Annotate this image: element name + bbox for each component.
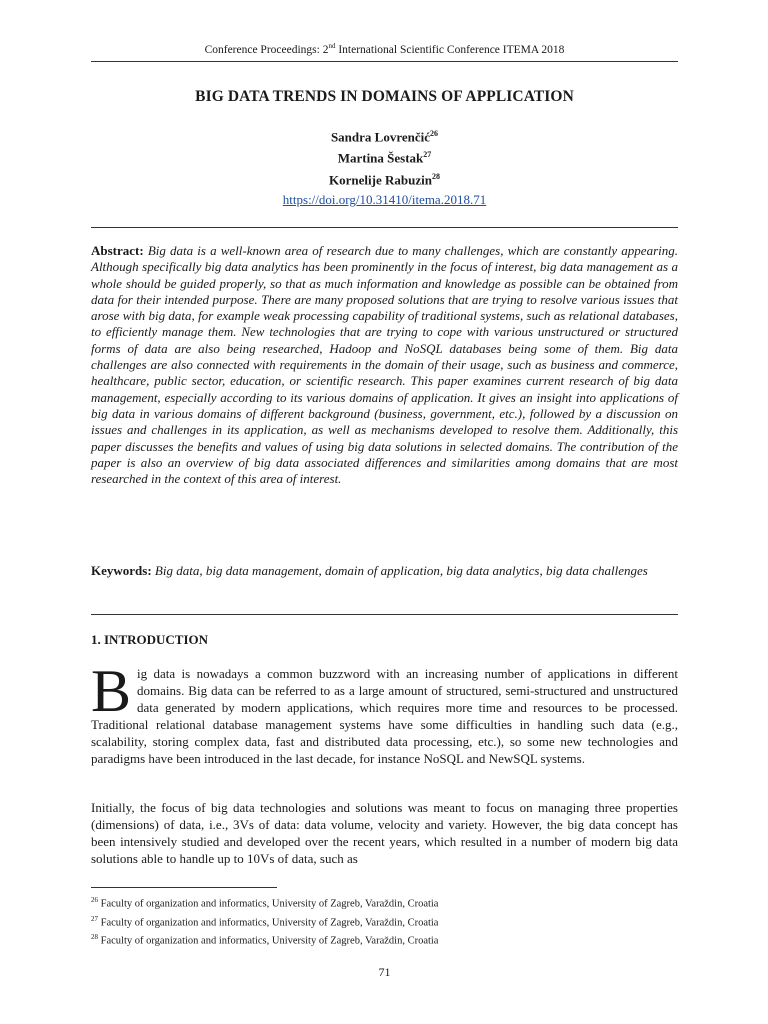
footnotes <box>91 893 678 949</box>
author-footnote-mark: 26 <box>430 129 439 138</box>
keywords-label: Keywords: <box>91 563 152 578</box>
section-heading: 1. INTRODUCTION <box>91 632 209 647</box>
intro-paragraph-1 <box>91 658 678 767</box>
header-sup: nd <box>328 42 336 50</box>
keywords <box>91 563 678 579</box>
author-footnote-mark: 27 <box>423 150 432 160</box>
footnote-text: Faculty of organization and informatics, University of Zagreb, Varaždin, Croatia <box>100 898 439 910</box>
footnote-mark: 27 <box>91 914 98 923</box>
footnote-divider <box>91 887 277 888</box>
footnote <box>91 893 678 912</box>
author <box>91 168 678 189</box>
author-footnote-mark: 28 <box>431 171 440 181</box>
author <box>91 125 678 146</box>
abstract-text: Big data is a well-known area of research due to many challenges, which are constantly appearing. Although specifically big data analytics has been prominently in the focus of interest, big data management as a whole should be guided properly, so that as much information and knowledge as possible can be obtained from data for their intended purpose. There are many proposed solutions that are trying to resolve various issues that arose with big data, for example weak processing capability of traditional systems, such as relational databases, to efficiently manage them. New technologies that are trying to cope with various unstructured or structured forms of data are also being researched, Hadoop and NoSQL databases being some of them. Big data challenges are also connected with requirements in the domain of their usage, such as business and commerce, healthcare, public sector, education, or scientific research. This paper examines current research of big data management, especially according to its various domains of application. It gives an insight into applications of big data in various domains of different background (business, government, etc.), followed by a discussion on issues and challenges in its application, as well as mechanisms developed to resolve them. Additionally, this paper discusses the benefits and values of using big data solutions in selected domains. The contribution of the paper is also an overview of big data associated differences and similarities among domains that are most researched in the context of this area of interest. <box>91 243 678 487</box>
author-list <box>91 125 678 189</box>
author-name: Sandra Lovrenčić <box>330 129 431 145</box>
doi-link[interactable]: https://doi.org/10.31410/itema.2018.71 <box>282 192 487 207</box>
footnote <box>91 930 678 949</box>
footnote-text: Faculty of organization and informatics, University of Zagreb, Varaždin, Croatia <box>100 917 439 928</box>
doi <box>91 192 678 208</box>
footnote <box>91 912 678 931</box>
footnote-mark: 26 <box>91 896 98 904</box>
footnote-mark: 28 <box>91 933 98 941</box>
abstract-label: Abstract: <box>91 243 144 258</box>
intro-paragraph-1-text: ig data is nowadays a common buzzword with an increasing number of applications in different domains. Big data can be referred to as a large amount of structured, semi-structured and unstructured data generated by modern applications, which requires more time and resources to be processed. Traditional relational database management systems have some difficulties in handling such data (e.g., scalability, storing complex data, fast and distributed data processing, etc.), so some new technologies and paradigms have been introduced in the last decade, for instance NoSQL and NewSQL systems. <box>91 666 678 766</box>
header-prefix: Conference Proceedings: 2 <box>204 43 329 56</box>
author <box>91 146 678 167</box>
author-name: Kornelije Rabuzin <box>329 171 432 187</box>
abstract <box>91 243 678 487</box>
intro-paragraph-2: Initially, the focus of big data technologies and solutions was meant to focus on managing three properties (dimensions) of data, i.e., 3Vs of data: data volume, velocity and variety. However, the big data concept has been intensively studied and developed over the recent years, which resulted in a number of modern big data solutions able to handle up to 10Vs of data, such as <box>91 800 678 866</box>
divider-bottom <box>91 614 678 615</box>
header-suffix: International Scientific Conference ITEMA 2018 <box>335 43 565 56</box>
drop-cap: B <box>91 658 132 724</box>
author-name: Martina Šestak <box>337 150 424 166</box>
keywords-text: Big data, big data management, domain of application, big data analytics, big data challenges <box>154 563 648 578</box>
running-header <box>91 42 678 62</box>
divider-top <box>91 227 678 228</box>
page-number: 71 <box>378 965 391 979</box>
paper-title: BIG DATA TRENDS IN DOMAINS OF APPLICATION <box>195 88 574 105</box>
footnote-text: Faculty of organization and informatics, University of Zagreb, Varaždin, Croatia <box>100 935 439 947</box>
